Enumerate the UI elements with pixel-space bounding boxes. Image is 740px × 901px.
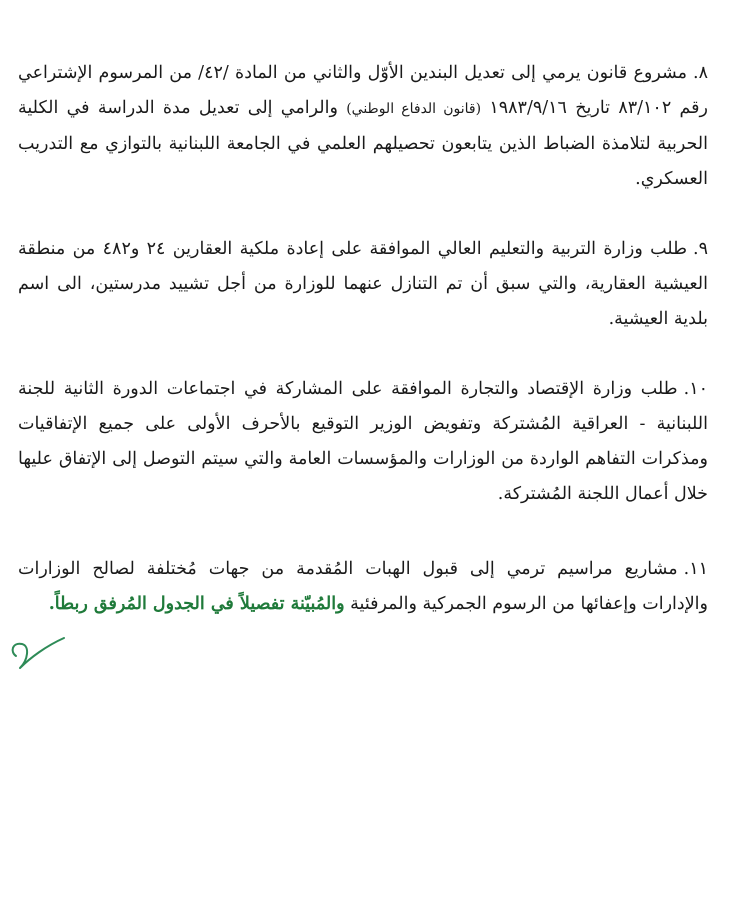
agenda-item-10 (18, 372, 708, 512)
agenda-item-8 (18, 56, 708, 197)
item-number: ١١. (683, 559, 708, 579)
agenda-item-11 (18, 552, 708, 622)
item-number: ٩. (693, 239, 708, 259)
item-parenthetical: (قانون الدفاع الوطني) (346, 101, 482, 117)
item-text: مشروع قانون يرمي إلى تعديل البندين الأوّل والثاني من المادة /٤٢/ من المرسوم الإشتراعي رقم ٨٣/١٠٢ تاريخ ١٩٨٣/٩/١٦ (18, 63, 708, 118)
highlighted-text: والمُبيّنة تفصيلاً في الجدول المُرفق ربطاً. (48, 594, 345, 614)
item-text: طلب وزارة التربية والتعليم العالي الموافقة على إعادة ملكية العقارين ٢٤ و٤٨٢ من منطقة العيشية العقارية، والتي سبق أن تم التنازل عنهما للوزارة من أجل تشييد مدرستين، الى اسم بلدية العيشية. (18, 239, 708, 329)
item-text: مشاريع مراسيم ترمي إلى قبول الهبات المُقدمة من جهات مُختلفة لصالح الوزارات والإدارات وإعفائها من الرسوم الجمركية والمرفئية (18, 559, 708, 614)
item-text: طلب وزارة الإقتصاد والتجارة الموافقة على المشاركة في اجتماعات الدورة الثانية للجنة اللبنانية - العراقية المُشتركة وتفويض الوزير التوقيع بالأحرف الأولى على جميع الإتفاقيات ومذكرات التفاهم الواردة من الوزارات والمؤسسات العامة والتي سيتم التوصل إلى الإتفاق عليها خلال أعمال اللجنة المُشتركة. (18, 379, 708, 504)
item-text-continued: والرامي إلى تعديل مدة الدراسة في الكلية الحربية لتلامذة الضباط الذين يتابعون تحصيلهم العلمي في الجامعة اللبنانية بالتوازي مع التدريب العسكري. (18, 98, 708, 189)
item-number: ٨. (693, 63, 708, 83)
agenda-item-9 (18, 232, 708, 337)
item-number: ١٠. (683, 379, 708, 399)
handwritten-signature (8, 628, 70, 676)
